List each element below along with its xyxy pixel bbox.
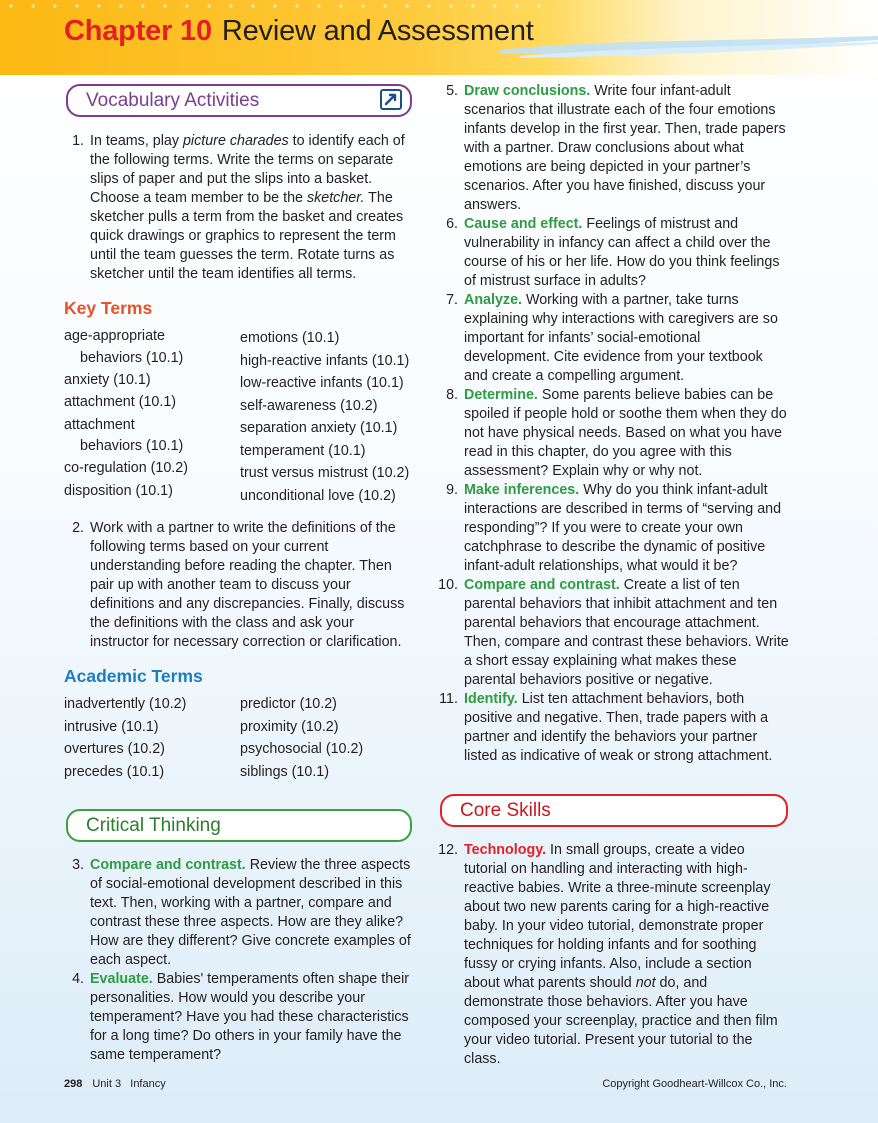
question-1: [64, 132, 416, 284]
key-terms-right-column: [240, 325, 416, 507]
question-number: 10.: [438, 577, 458, 593]
question-text: Working with a partner, take turns explaining why interactions with caregivers are so important for infants’ social-emotional development. Cite evidence from your textbook and create a compelling argument.: [464, 292, 778, 384]
key-term-text: attachment (10.1): [64, 394, 177, 410]
key-term: high-reactive infants (10.1): [240, 352, 410, 369]
header-swoosh-decoration: [500, 36, 878, 62]
key-term: [64, 325, 240, 369]
unit-label: Unit 3 Infancy: [92, 1078, 166, 1090]
question-9: [438, 481, 790, 576]
question-text: Why do you think infant-adult interactions are described in terms of “serving and responding”? If you were to create your own catchphrase to describe the dynamic of positive infant-adult relationships, what would it be?: [464, 482, 782, 574]
question-text: The sketcher pulls a term from the basket and creates quick drawings or graphics to represent the term until the team guesses the term. Rotate turns as sketcher until the team identifies all terms.: [90, 190, 404, 282]
question-text: Write four infant-adult scenarios that illustrate each of the four emotions infants develop in the first year. Then, trade papers with a partner. Draw conclusions about what emotions are being depicted in your partner’s scenarios. After you have finished, discuss your answers.: [464, 83, 786, 213]
question-keyword: Draw conclusions.: [464, 83, 591, 99]
question-keyword: Identify.: [464, 691, 518, 707]
key-term: [64, 480, 240, 503]
page-number: 298: [64, 1078, 83, 1090]
key-term-text: behaviors (10.1): [80, 349, 184, 366]
question-keyword: Analyze.: [464, 292, 523, 308]
question-number: 3.: [72, 857, 84, 873]
key-term: [64, 391, 240, 414]
question-text: Create a list of ten parental behaviors that inhibit attachment and ten parental behaviors that encourage attachment. Then, compare and contrast these behaviors. Write a short essay explaining what makes these parental behaviors positive or negative.: [464, 577, 789, 688]
question-keyword: Compare and contrast.: [464, 577, 620, 593]
question-5: [438, 82, 790, 215]
question-text: Babies' temperaments often shape their personalities. How would you describe your temperament? Have you had these characteristics for a long time? Do others in your family have the same temperament?: [90, 971, 410, 1063]
academic-terms-list: [64, 693, 416, 783]
chapter-header-band: [0, 0, 878, 75]
academic-term: precedes (10.1): [64, 763, 165, 780]
question-keyword: Compare and contrast.: [90, 857, 246, 873]
key-term: self-awareness (10.2): [240, 397, 378, 414]
vocabulary-heading-label: Vocabulary Activities: [86, 90, 260, 111]
question-6: [438, 215, 790, 291]
question-text: In teams, play: [90, 133, 183, 149]
question-keyword: Make inferences.: [464, 482, 580, 498]
question-text: List ten attachment behaviors, both positive and negative. Then, trade papers with a partner and identify the behaviors your partner listed as indicative of weak or strong attachment.: [464, 691, 773, 764]
key-term-text: age-appropriate: [64, 328, 165, 344]
copyright-notice: Copyright Goodheart-Willcox Co., Inc.: [602, 1078, 787, 1090]
key-term: [64, 369, 240, 392]
chapter-name: Review and Assessment: [221, 15, 534, 47]
academic-term: intrusive (10.1): [64, 718, 159, 735]
key-terms-list: [64, 325, 416, 507]
question-3: [64, 856, 416, 970]
chapter-number: Chapter 10: [64, 15, 212, 47]
key-term-text: attachment: [64, 416, 135, 433]
key-term-text: disposition (10.1): [64, 482, 173, 499]
question-text: Work with a partner to write the definitions of the following terms based on your current understanding before reading the chapter. Then pair up with another team to discuss your definitions and any discrepancies. Finally, discuss the definitions with the class and ask your instructor for necessary correction or clarification.: [90, 520, 405, 650]
chapter-title: [64, 15, 534, 48]
question-text: do, and demonstrate those behaviors. After you have composed your screenplay, practice and then film your video tutorial. Present your tutorial to the class.: [464, 975, 778, 1067]
header-dot-pattern: [0, 0, 560, 12]
question-12: [438, 841, 790, 1069]
question-text: to identify each of the following terms. Write the terms on separate slips of paper and put the slips into a basket. Choose a team member to be the: [90, 133, 405, 206]
page-footer-left: [64, 1078, 166, 1090]
question-text: Review the three aspects of social-emotional development described in this text. Then, working with a partner, compare and contrast these three aspects. How are they alike? How are they different? Give concrete examples of each aspect.: [90, 857, 411, 968]
question-keyword: Cause and effect.: [464, 216, 583, 232]
critical-thinking-left-items: [64, 856, 416, 1065]
question-number: 4.: [72, 971, 84, 987]
academic-terms-left-column: [64, 693, 240, 783]
question-11: [438, 690, 790, 766]
critical-thinking-heading: [66, 809, 412, 842]
question-text: In small groups, create a video tutorial on handling and interacting with high-reactive babies. Write a three-minute screenplay about two new parents caring for a high-reactive baby. In your video tutorial, demonstrate proper techniques for holding infants and for soothing fussy or crying infants. Also, include a section about what parents should: [464, 842, 771, 991]
vocabulary-activities-heading: [66, 84, 412, 117]
key-term: low-reactive infants (10.1): [240, 375, 404, 391]
academic-term: inadvertently (10.2): [64, 696, 187, 712]
key-term: temperament (10.1): [240, 442, 366, 459]
question-4: [64, 970, 416, 1065]
question-keyword: Evaluate.: [90, 971, 153, 987]
question-text: Feelings of mistrust and vulnerability in infancy can affect a child over the course of his or her life. How do you think feelings of mistrust surface in adults?: [464, 216, 780, 289]
academic-terms-heading: Academic Terms: [64, 666, 203, 686]
question-number: 9.: [446, 482, 458, 498]
critical-thinking-right-items: [438, 82, 790, 766]
question-number: 5.: [446, 83, 458, 99]
core-skills-heading: [440, 794, 788, 827]
academic-term: predictor (10.2): [240, 696, 337, 712]
question-10: [438, 576, 790, 690]
question-text: Some parents believe babies can be spoiled if people hold or soothe them when they do not have physical needs. Based on what you have read in this chapter, do you agree with this assessment? Explain why or why not.: [464, 387, 787, 479]
critical-thinking-heading-label: Critical Thinking: [86, 815, 221, 836]
question-number: 12.: [438, 842, 458, 858]
key-term: [64, 457, 240, 480]
question-number: 1.: [72, 133, 84, 149]
question-number: 2.: [72, 520, 84, 536]
key-terms-heading: Key Terms: [64, 298, 153, 318]
question-7: [438, 291, 790, 386]
question-italic-text: picture charades: [182, 133, 289, 149]
question-number: 7.: [446, 292, 458, 308]
question-2: [64, 519, 416, 652]
key-term: unconditional love (10.2): [240, 487, 396, 504]
key-term: separation anxiety (10.1): [240, 420, 398, 436]
key-term-text: co-regulation (10.2): [64, 460, 188, 476]
question-number: 11.: [439, 691, 458, 707]
academic-term: proximity (10.2): [240, 718, 339, 735]
question-8: [438, 386, 790, 481]
key-term: emotions (10.1): [240, 330, 340, 346]
question-keyword: Technology.: [464, 842, 547, 858]
key-term: [64, 414, 240, 458]
core-skills-heading-label: Core Skills: [460, 800, 551, 821]
key-term-text: behaviors (10.1): [80, 438, 184, 454]
question-keyword: Determine.: [464, 387, 538, 403]
academic-term: overtures (10.2): [64, 741, 165, 757]
question-italic-text: sketcher.: [306, 190, 365, 206]
external-link-icon[interactable]: [380, 89, 402, 110]
academic-terms-right-column: [240, 693, 416, 783]
left-column: [64, 84, 416, 1065]
key-term: trust versus mistrust (10.2): [240, 465, 410, 481]
question-number: 6.: [446, 216, 458, 232]
question-italic-text: not: [635, 975, 656, 991]
academic-term: psychosocial (10.2): [240, 741, 364, 757]
question-number: 8.: [446, 387, 458, 403]
right-column: [438, 82, 790, 1069]
key-term-text: anxiety (10.1): [64, 371, 151, 388]
academic-term: siblings (10.1): [240, 763, 329, 780]
key-terms-left-column: [64, 325, 240, 507]
